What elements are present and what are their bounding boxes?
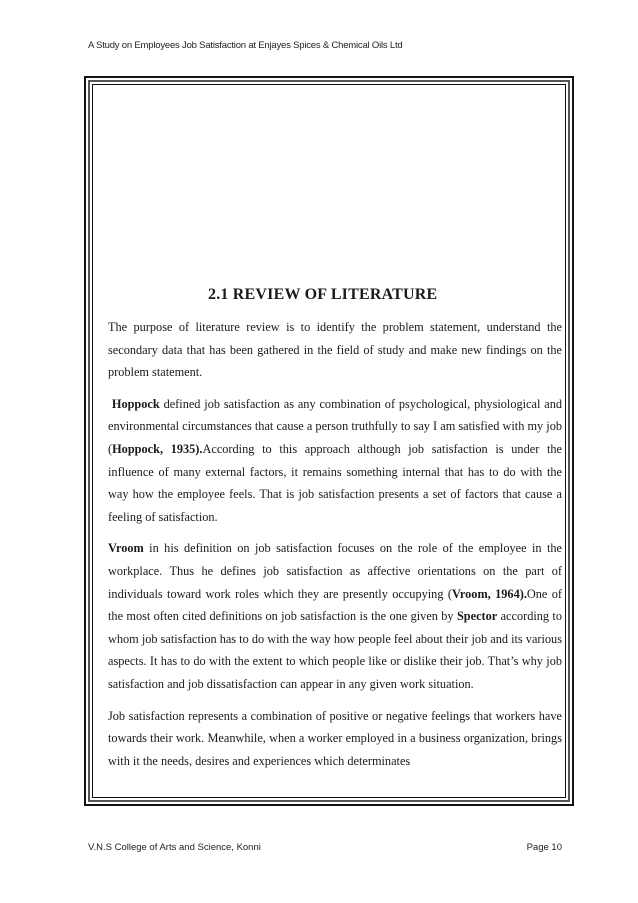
- paragraph-text: Job satisfaction represents a combination of positive or negative feelings that workers have towards their work. Meanwhile, when a worker employed in a business organization, brings with it the needs, desires and experiences which determinates: [108, 708, 562, 768]
- paragraph-hoppock: [108, 393, 562, 529]
- running-footer: [88, 842, 562, 853]
- author-name: Hoppock: [111, 396, 160, 411]
- paragraph-text: according to whom job satisfaction has to do with the way how people feel about their job and its various aspects. It has to do with the extent to which people like or dislike their job. That’s why job satisfaction and job dissatisfaction can appear in any given work situation.: [108, 609, 562, 691]
- paragraph-text: One of the most often cited definitions on job satisfaction is the one given by: [108, 586, 562, 624]
- section-title: 2.1 REVIEW OF LITERATURE: [208, 286, 438, 303]
- citation: Vroom, 1964).: [451, 586, 527, 601]
- page-content: [108, 286, 562, 781]
- author-name: Spector: [456, 609, 498, 624]
- paragraph-text: The purpose of literature review is to identify the problem statement, understand the secondary data that has been gathered in the field of study and make new findings on the problem statement.: [108, 320, 562, 380]
- footer-college: V.N.S College of Arts and Science, Konni: [88, 842, 261, 853]
- running-header: A Study on Employees Job Satisfaction at Enjayes Spices & Chemical Oils Ltd: [88, 40, 403, 51]
- paragraph-text: According to this approach although job satisfaction is under the influence of many external factors, it remains something internal that has to do with the way how the employee feels. That is job satisfaction presents a set of factors that cause a feeling of satisfaction.: [108, 441, 563, 524]
- paragraph-job-satisfaction: [108, 705, 562, 773]
- paragraph-text: in his definition on job satisfaction focuses on the role of the employee in the workplace. Thus he defines job satisfaction as affective orientations on the part of individuals toward work roles which they are presently occupying (: [108, 541, 562, 601]
- author-name: Vroom: [108, 541, 144, 556]
- paragraph-text: defined job satisfaction as any combination of psychological, physiological and environmental circumstances that cause a person truthfully to say I am satisfied with my job (: [108, 396, 563, 456]
- page-number: Page 10: [526, 842, 562, 853]
- paragraph-intro: [108, 316, 562, 384]
- paragraph-vroom: [108, 537, 562, 695]
- citation: Hoppock, 1935).: [112, 441, 203, 456]
